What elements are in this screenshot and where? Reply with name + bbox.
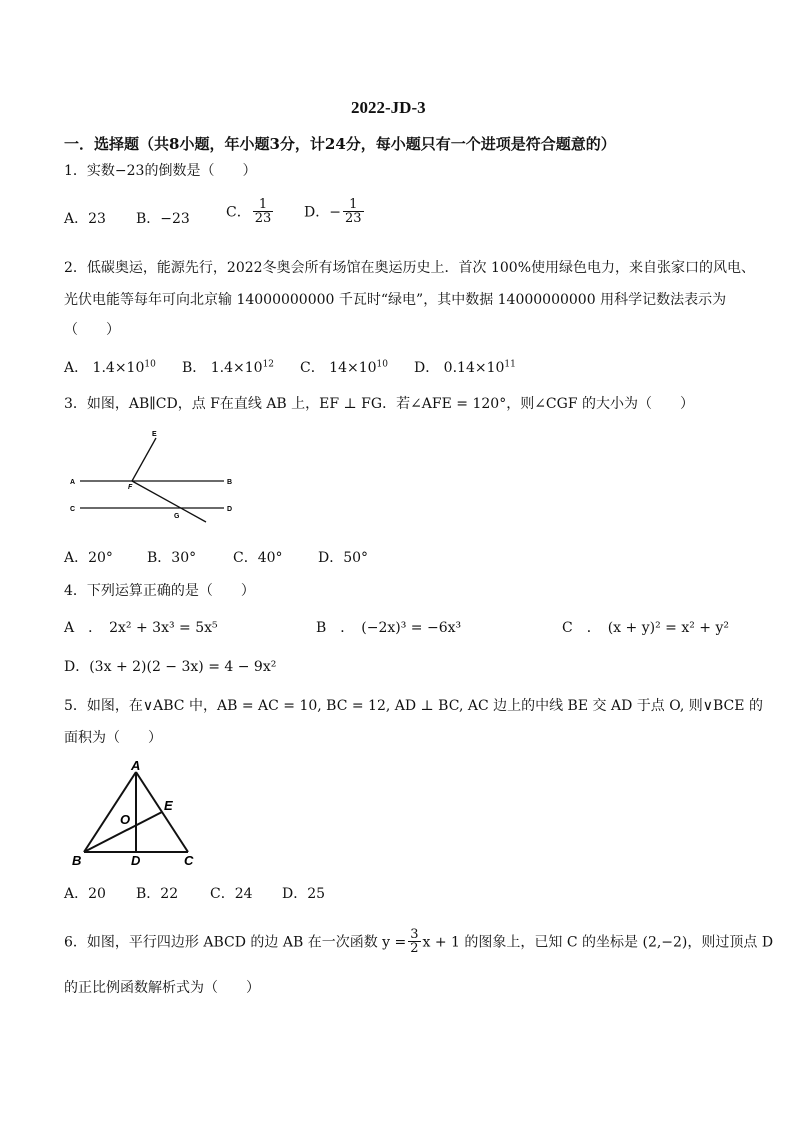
question-6-line-1 [64, 928, 773, 955]
fraction-denominator: 2 [410, 941, 419, 956]
question-5-option-b: B．22 [136, 886, 179, 902]
label-a: A [70, 479, 76, 486]
question-3-option-c: C．40° [233, 550, 283, 566]
exponent: 10 [376, 359, 388, 370]
question-1-option-a: A．23 [64, 211, 106, 227]
question-6-text-before: 6．如图，平行四边形 ABCD 的边 AB 在一次函数 y = [64, 934, 407, 951]
fraction-numerator: 1 [258, 197, 268, 212]
fraction-denominator: 23 [344, 211, 362, 226]
question-1-option-b: B．−23 [136, 211, 190, 227]
question-3-option-b: B．30° [147, 550, 197, 566]
question-2-line-2: 光伏电能等每年可向北京输 14000000000 千瓦时“绿电”，其中数据 14000000000 用科学记数法表示为 [64, 292, 727, 308]
question-4-option-c: C ． (x + y)² = x² + y² [562, 620, 729, 636]
question-2-option-b [182, 357, 274, 377]
label-g: G [174, 513, 180, 520]
question-2-option-a [64, 357, 156, 377]
question-2-line-1: 2．低碳奥运，能源先行，2022冬奥会所有场馆在奥运历史上．首次 100%使用绿色电力，来自张家口的风电、 [64, 260, 756, 276]
label-b: B [227, 479, 233, 486]
option-text: B． 1.4×10 [182, 360, 263, 376]
exponent: 12 [262, 359, 275, 370]
question-4-option-a: A ． 2x² + 3x³ = 5x⁵ [64, 620, 218, 636]
label-d: D [131, 853, 141, 868]
option-text: D． 0.14×10 [414, 360, 505, 376]
question-2-option-d [414, 357, 516, 377]
question-4-stem: 4．下列运算正确的是（ ） [64, 583, 255, 599]
question-3-figure [66, 426, 246, 526]
label-e: E [164, 798, 173, 813]
question-4-option-d: D．(3x + 2)(2 − 3x) = 4 − 9x² [64, 659, 277, 675]
question-3-stem: 3．如图，AB∥CD，点 F在直线 AB 上，EF ⊥ FG．若∠AFE = 120°，则∠CGF 的大小为（ ） [64, 396, 694, 412]
fraction-denominator: 23 [254, 211, 272, 226]
question-4-option-b: B ． (−2x)³ = −6x³ [316, 620, 462, 636]
fraction-numerator: 1 [349, 197, 358, 212]
question-1-option-d [304, 198, 366, 225]
question-6-text-after: x + 1 的图象上，已知 C 的坐标是 (2,−2)，则过顶点 D [422, 934, 774, 951]
question-1-option-c [226, 198, 275, 225]
label-c: C [184, 853, 194, 868]
question-1-stem: 1．实数−23的倒数是（ ） [64, 163, 257, 179]
question-5-line-1: 5．如图，在∨ABC 中，AB = AC = 10, BC = 12, AD ⊥ BC, AC 边上的中线 BE 交 AD 于点 O, 则∨BCE 的 [64, 698, 763, 714]
label-o: O [120, 812, 131, 827]
question-5-option-c: C．24 [210, 886, 253, 902]
label-a: A [131, 758, 141, 773]
option-label: C． [226, 204, 251, 221]
label-d: D [227, 506, 233, 513]
line-ef [132, 438, 156, 481]
question-3-option-d: D．50° [318, 550, 369, 566]
fraction [253, 198, 274, 225]
option-label: D．− [304, 204, 341, 221]
exponent: 11 [504, 359, 516, 370]
exponent: 10 [144, 359, 156, 370]
question-5-option-a: A．20 [64, 886, 106, 902]
label-e: E [152, 431, 157, 438]
label-f: F [128, 484, 133, 491]
question-6-line-2: 的正比例函数解析式为（ ） [64, 980, 260, 996]
fraction-numerator: 3 [410, 927, 419, 942]
label-c: C [70, 506, 76, 513]
label-b: B [72, 853, 82, 868]
option-text: A． 1.4×10 [64, 360, 145, 376]
question-5-line-2: 面积为（ ） [64, 730, 162, 746]
question-5-option-d: D．25 [282, 886, 326, 902]
option-text: C． 14×10 [300, 360, 377, 376]
page-title: 2022-JD-3 [351, 98, 426, 117]
question-5-figure [66, 752, 206, 870]
line-fg [132, 481, 206, 522]
question-2-option-c [300, 357, 388, 377]
question-2-line-3: （ ） [64, 322, 120, 338]
fraction [343, 198, 364, 225]
question-3-option-a: A．20° [64, 550, 113, 566]
fraction [408, 928, 420, 955]
section-heading: 一．选择题（共8小题，年小题3分，计24分，每小题只有一个进项是符合题意的） [64, 135, 616, 153]
